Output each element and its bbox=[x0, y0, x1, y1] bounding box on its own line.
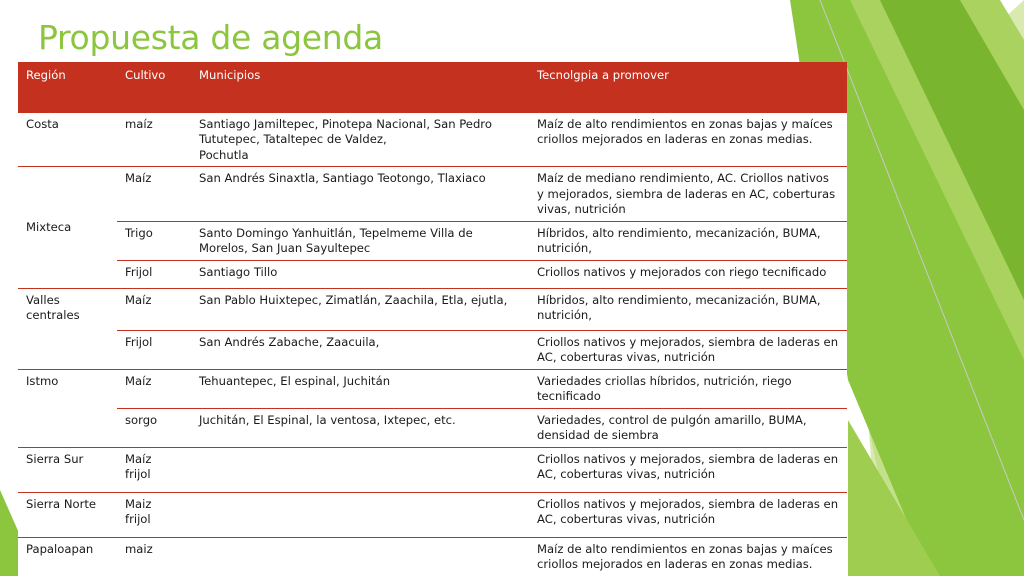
cultivo-cell bbox=[117, 447, 191, 492]
agenda-table bbox=[18, 62, 847, 579]
tecnologia-cell: Criollos nativos y mejorados con riego tecnificado bbox=[529, 260, 847, 288]
municipios-line: Santiago Jamiltepec, Pinotepa Nacional, San Pedro Tututepec, Tataltepec de Valdez, bbox=[199, 116, 492, 146]
cultivo-line: frijol bbox=[125, 512, 151, 526]
table-subrow bbox=[18, 260, 847, 288]
page-title: Propuesta de agenda bbox=[38, 18, 383, 57]
cultivo-cell: Maíz bbox=[117, 369, 191, 408]
cultivo-cell bbox=[117, 492, 191, 537]
cultivo-cell: Maíz bbox=[117, 167, 191, 222]
table-row bbox=[18, 537, 847, 579]
cultivo-line: Maiz bbox=[125, 496, 152, 511]
region-cell: Istmo bbox=[18, 369, 117, 447]
table-subrow bbox=[18, 221, 847, 260]
region-cell: Mixteca bbox=[18, 167, 117, 289]
table-header-row bbox=[18, 62, 847, 112]
tecnologia-cell: Variedades criollas híbridos, nutrición, riego tecnificado bbox=[529, 369, 847, 408]
municipios-cell: San Andrés Sinaxtla, Santiago Teotongo, Tlaxiaco bbox=[191, 167, 529, 222]
tecnologia-cell: Híbridos, alto rendimiento, mecanización, BUMA, nutrición, bbox=[529, 288, 847, 330]
municipios-cell: Juchitán, El Espinal, la ventosa, Ixtepec, etc. bbox=[191, 408, 529, 447]
region-cell: Papaloapan bbox=[18, 537, 117, 579]
cultivo-cell: maiz bbox=[117, 537, 191, 579]
municipios-cell: San Pablo Huixtepec, Zimatlán, Zaachila, Etla, ejutla, bbox=[191, 288, 529, 330]
table-row bbox=[18, 288, 847, 330]
tecnologia-cell: Variedades, control de pulgón amarillo, BUMA, densidad de siembra bbox=[529, 408, 847, 447]
municipios-cell: San Andrés Zabache, Zaacuila, bbox=[191, 330, 529, 369]
cultivo-cell: Trigo bbox=[117, 221, 191, 260]
municipios-cell bbox=[191, 537, 529, 579]
tecnologia-cell: Criollos nativos y mejorados, siembra de laderas en AC, coberturas vivas, nutrición bbox=[529, 330, 847, 369]
table-subrow bbox=[18, 330, 847, 369]
header-tecnologia: Tecnolgpia a promover bbox=[529, 62, 847, 112]
tecnologia-cell: Maíz de alto rendimientos en zonas bajas y maíces criollos mejorados en laderas en zonas medias. bbox=[529, 112, 847, 167]
table-row bbox=[18, 167, 847, 222]
municipios-line: Pochutla bbox=[199, 147, 249, 162]
table-row bbox=[18, 492, 847, 537]
region-cell: Sierra Norte bbox=[18, 492, 117, 537]
cultivo-cell: sorgo bbox=[117, 408, 191, 447]
cultivo-line: frijol bbox=[125, 467, 151, 481]
header-municipios: Municipios bbox=[191, 62, 529, 112]
cultivo-cell: Frijol bbox=[117, 260, 191, 288]
tecnologia-cell: Criollos nativos y mejorados, siembra de laderas en AC, coberturas vivas, nutrición bbox=[529, 492, 847, 537]
municipios-cell bbox=[191, 112, 529, 167]
municipios-cell: Tehuantepec, El espinal, Juchitán bbox=[191, 369, 529, 408]
tecnologia-cell: Criollos nativos y mejorados, siembra de laderas en AC, coberturas vivas, nutrición bbox=[529, 447, 847, 492]
municipios-cell: Santo Domingo Yanhuitlán, Tepelmeme Villa de Morelos, San Juan Sayultepec bbox=[191, 221, 529, 260]
cultivo-cell: Frijol bbox=[117, 330, 191, 369]
municipios-cell bbox=[191, 492, 529, 537]
region-cell: Costa bbox=[18, 112, 117, 167]
table-row bbox=[18, 369, 847, 408]
tecnologia-cell: Maíz de mediano rendimiento, AC. Criollos nativos y mejorados, siembra de laderas en AC, coberturas vivas, nutrición bbox=[529, 167, 847, 222]
tecnologia-cell: Híbridos, alto rendimiento, mecanización, BUMA, nutrición, bbox=[529, 221, 847, 260]
table-row bbox=[18, 447, 847, 492]
tecnologia-cell: Maíz de alto rendimientos en zonas bajas y maíces criollos mejorados en laderas en zonas medias. bbox=[529, 537, 847, 579]
municipios-cell: Santiago Tillo bbox=[191, 260, 529, 288]
header-region: Región bbox=[18, 62, 117, 112]
cultivo-cell: maíz bbox=[117, 112, 191, 167]
table-row bbox=[18, 112, 847, 167]
table-subrow bbox=[18, 408, 847, 447]
header-cultivo: Cultivo bbox=[117, 62, 191, 112]
region-cell: Valles centrales bbox=[18, 288, 117, 369]
cultivo-line: Maíz bbox=[125, 451, 152, 466]
region-cell: Sierra Sur bbox=[18, 447, 117, 492]
cultivo-cell: Maíz bbox=[117, 288, 191, 330]
municipios-cell bbox=[191, 447, 529, 492]
